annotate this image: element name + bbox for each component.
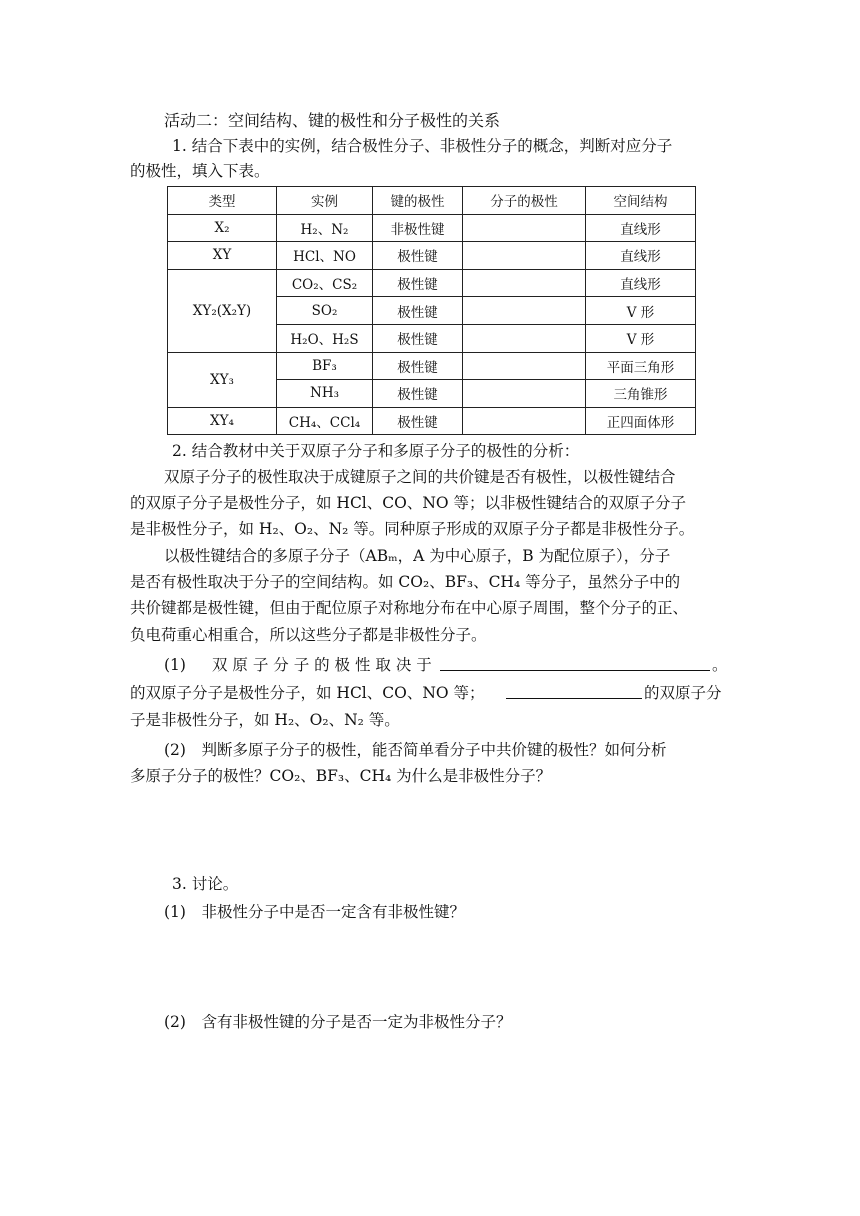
bond-cell: 极性键 — [373, 352, 463, 380]
table-row — [168, 269, 696, 297]
type-cell: X₂ — [168, 214, 277, 242]
table-row — [168, 214, 696, 242]
bond-cell: 极性键 — [373, 269, 463, 297]
molecule-polarity-cell[interactable] — [463, 380, 586, 408]
answer-blank-1[interactable] — [440, 655, 710, 671]
section3-heading: 3. 讨论。 — [172, 875, 239, 893]
table-row — [168, 352, 696, 380]
example-cell: CO₂、CS₂ — [277, 269, 373, 297]
bond-cell: 极性键 — [373, 297, 463, 325]
para2-line4: 负电荷重心相重合，所以这些分子都是非极性分子。 — [130, 626, 487, 644]
discussion-question-2: (2) 含有非极性键的分子是否一定为非极性分子？ — [164, 1013, 512, 1031]
example-cell: H₂O、H₂S — [277, 324, 373, 352]
table-row — [168, 407, 696, 435]
header-example: 实例 — [277, 187, 373, 215]
discussion-question-1: (1) 非极性分子中是否一定含有非极性键？ — [164, 903, 465, 921]
page-title: 活动二：空间结构、键的极性和分子极性的关系 — [164, 111, 501, 130]
header-bond-polarity: 键的极性 — [373, 187, 463, 215]
bond-cell: 极性键 — [373, 242, 463, 270]
type-cell: XY₃ — [168, 352, 277, 407]
example-cell: CH₄、CCl₄ — [277, 407, 373, 435]
shape-cell: V 形 — [586, 324, 696, 352]
shape-cell: 直线形 — [586, 242, 696, 270]
section1-line2: 的极性，填入下表。 — [130, 162, 270, 180]
para2-line2: 是否有极性取决于分子的空间结构。如 CO₂、BF₃、CH₄ 等分子，虽然分子中的 — [130, 573, 681, 591]
question-1-end: 。 — [712, 656, 728, 674]
header-type: 类型 — [168, 187, 277, 215]
molecule-polarity-cell[interactable] — [463, 324, 586, 352]
question-1-line2-a: 的双原子分子是极性分子，如 HCl、CO、NO 等； — [130, 684, 485, 702]
table-header-row — [168, 187, 696, 215]
type-cell: XY₄ — [168, 407, 277, 435]
para1-line3: 是非极性分子，如 H₂、O₂、N₂ 等。同种原子形成的双原子分子都是非极性分子。 — [130, 520, 695, 538]
question-2-line2: 多原子分子的极性？CO₂、BF₃、CH₄ 为什么是非极性分子？ — [130, 767, 552, 785]
bond-cell: 极性键 — [373, 407, 463, 435]
header-shape: 空间结构 — [586, 187, 696, 215]
shape-cell: 直线形 — [586, 214, 696, 242]
question-1-line2-b: 的双原子分 — [644, 684, 722, 702]
question-1-number: (1) — [164, 656, 186, 674]
shape-cell: 平面三角形 — [586, 352, 696, 380]
molecule-polarity-cell[interactable] — [463, 269, 586, 297]
question-1-lead: 双 原 子 分 子 的 极 性 取 决 于 — [212, 656, 432, 674]
para2-line3: 共价键都是极性键，但由于配位原子对称地分布在中心原子周围，整个分子的正、 — [130, 599, 689, 617]
example-cell: HCl、NO — [277, 242, 373, 270]
type-cell: XY — [168, 242, 277, 270]
header-molecule-polarity: 分子的极性 — [463, 187, 586, 215]
example-cell: NH₃ — [277, 380, 373, 408]
section1-line1: 1. 结合下表中的实例，结合极性分子、非极性分子的概念，判断对应分子 — [172, 137, 673, 155]
shape-cell: V 形 — [586, 297, 696, 325]
polarity-table — [167, 186, 696, 435]
type-cell: XY₂(X₂Y) — [168, 269, 277, 352]
molecule-polarity-cell[interactable] — [463, 407, 586, 435]
para1-line1: 双原子分子的极性取决于成键原子之间的共价键是否有极性，以极性键结合 — [164, 468, 676, 486]
answer-blank-2[interactable] — [506, 683, 642, 699]
example-cell: SO₂ — [277, 297, 373, 325]
shape-cell: 三角锥形 — [586, 380, 696, 408]
table-row — [168, 242, 696, 270]
bond-cell: 极性键 — [373, 380, 463, 408]
section2-heading: 2. 结合教材中关于双原子分子和多原子分子的极性的分析： — [172, 442, 580, 460]
question-2-line1: (2) 判断多原子分子的极性，能否简单看分子中共价键的极性？如何分析 — [164, 741, 667, 759]
example-cell: BF₃ — [277, 352, 373, 380]
shape-cell: 正四面体形 — [586, 407, 696, 435]
molecule-polarity-cell[interactable] — [463, 352, 586, 380]
question-1-line3: 子是非极性分子，如 H₂、O₂、N₂ 等。 — [130, 711, 400, 729]
shape-cell: 直线形 — [586, 269, 696, 297]
molecule-polarity-cell[interactable] — [463, 297, 586, 325]
bond-cell: 非极性键 — [373, 214, 463, 242]
molecule-polarity-cell[interactable] — [463, 214, 586, 242]
example-cell: H₂、N₂ — [277, 214, 373, 242]
molecule-polarity-cell[interactable] — [463, 242, 586, 270]
para2-line1: 以极性键结合的多原子分子（ABₘ，A 为中心原子，B 为配位原子），分子 — [164, 547, 671, 565]
para1-line2: 的双原子分子是极性分子，如 HCl、CO、NO 等；以非极性键结合的双原子分子 — [130, 494, 687, 512]
bond-cell: 极性键 — [373, 324, 463, 352]
